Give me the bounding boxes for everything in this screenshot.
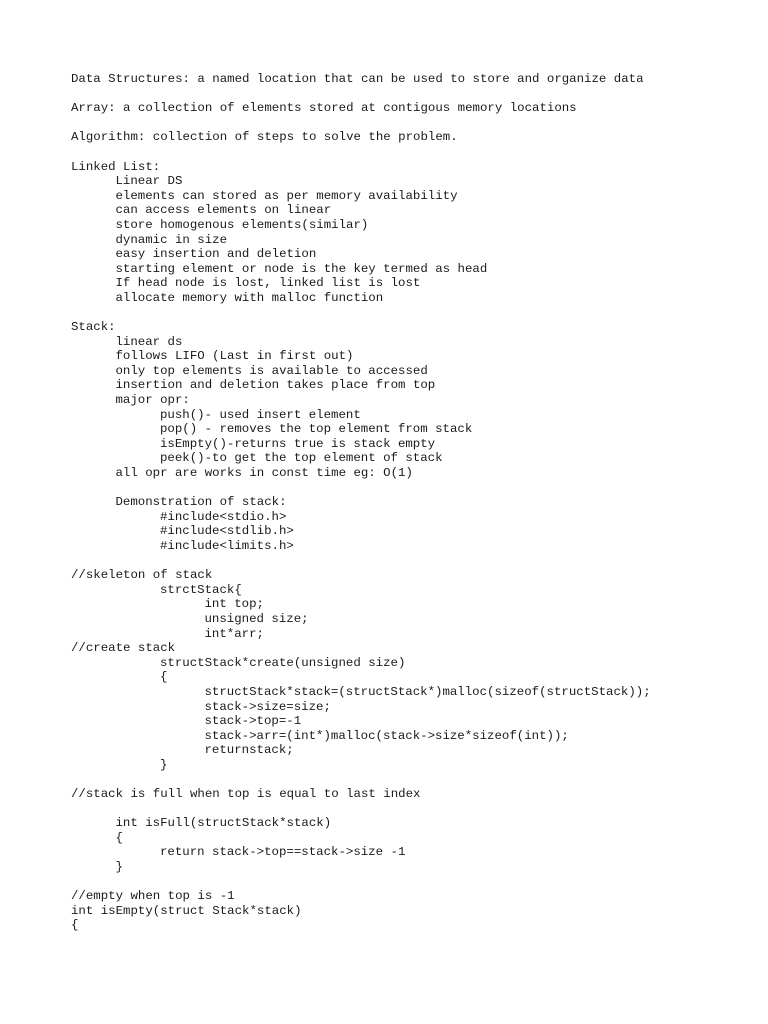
text-line: stack->size=size; bbox=[204, 699, 331, 714]
text-line: follows LIFO (Last in first out) bbox=[115, 349, 354, 364]
text-line: int isFull(structStack*stack) bbox=[115, 816, 332, 831]
text-line: strctStack{ bbox=[160, 582, 242, 597]
text-line: peek()-to get the top element of stack bbox=[160, 451, 443, 466]
text-line: //create stack bbox=[71, 641, 176, 656]
text-line: int isEmpty(struct Stack*stack) bbox=[71, 903, 302, 918]
text-line: insertion and deletion takes place from top bbox=[115, 378, 436, 393]
text-line: int top; bbox=[204, 597, 264, 612]
text-line: { bbox=[71, 918, 79, 933]
text-line: major opr: bbox=[115, 393, 190, 408]
document-body bbox=[71, 72, 751, 933]
text-line: structStack*stack=(structStack*)malloc(sizeof(structStack)); bbox=[204, 684, 651, 699]
text-line: easy insertion and deletion bbox=[115, 247, 317, 262]
text-line: } bbox=[160, 757, 168, 772]
text-line: Array: a collection of elements stored at contigous memory locations bbox=[71, 101, 577, 116]
text-line: Algorithm: collection of steps to solve the problem. bbox=[71, 130, 458, 145]
text-line: Data Structures: a named location that can be used to store and organize data bbox=[71, 72, 644, 86]
text-line: } bbox=[115, 860, 123, 875]
text-line: structStack*create(unsigned size) bbox=[160, 655, 406, 670]
text-line: Demonstration of stack: bbox=[115, 495, 287, 510]
text-line: allocate memory with malloc function bbox=[115, 290, 384, 305]
blank-line bbox=[71, 875, 751, 890]
blank-line bbox=[71, 116, 751, 131]
blank-line bbox=[71, 554, 751, 569]
text-line: returnstack; bbox=[204, 743, 294, 758]
text-line: push()- used insert element bbox=[160, 407, 361, 422]
blank-line bbox=[71, 481, 751, 496]
text-line: return stack->top==stack->size -1 bbox=[160, 845, 406, 860]
text-line: stack->top=-1 bbox=[204, 714, 302, 729]
text-line: //skeleton of stack bbox=[71, 568, 213, 583]
blank-line bbox=[71, 87, 751, 102]
text-line: If head node is lost, linked list is lost bbox=[115, 276, 421, 291]
text-line: can access elements on linear bbox=[115, 203, 332, 218]
blank-line bbox=[71, 802, 751, 817]
blank-line bbox=[71, 306, 751, 321]
text-line: //empty when top is -1 bbox=[71, 889, 235, 904]
text-line: only top elements is available to accessed bbox=[115, 363, 428, 378]
text-line: stack->arr=(int*)malloc(stack->size*sizeof(int)); bbox=[204, 728, 569, 743]
text-line: int*arr; bbox=[204, 626, 264, 641]
text-line: //stack is full when top is equal to last index bbox=[71, 787, 421, 802]
text-line: { bbox=[115, 830, 123, 845]
text-line: dynamic in size bbox=[115, 232, 228, 247]
text-line: Linear DS bbox=[115, 174, 183, 189]
text-line: #include<stdlib.h> bbox=[160, 524, 294, 539]
text-line: Stack: bbox=[71, 320, 116, 335]
text-line: unsigned size; bbox=[204, 611, 309, 626]
text-line: linear ds bbox=[115, 334, 183, 349]
text-line: store homogenous elements(similar) bbox=[115, 217, 369, 232]
text-line: Linked List: bbox=[71, 159, 161, 174]
text-line: pop() - removes the top element from stack bbox=[160, 422, 473, 437]
text-line: #include<limits.h> bbox=[160, 539, 294, 553]
text-line: elements can stored as per memory availability bbox=[115, 188, 458, 203]
text-line: starting element or node is the key termed as head bbox=[115, 261, 488, 276]
text-line: all opr are works in const time eg: O(1) bbox=[115, 466, 413, 481]
blank-line bbox=[71, 773, 751, 788]
blank-line bbox=[71, 145, 751, 160]
text-line: #include<stdio.h> bbox=[160, 509, 287, 524]
text-line: isEmpty()-returns true is stack empty bbox=[160, 436, 436, 451]
text-line: { bbox=[160, 670, 168, 685]
